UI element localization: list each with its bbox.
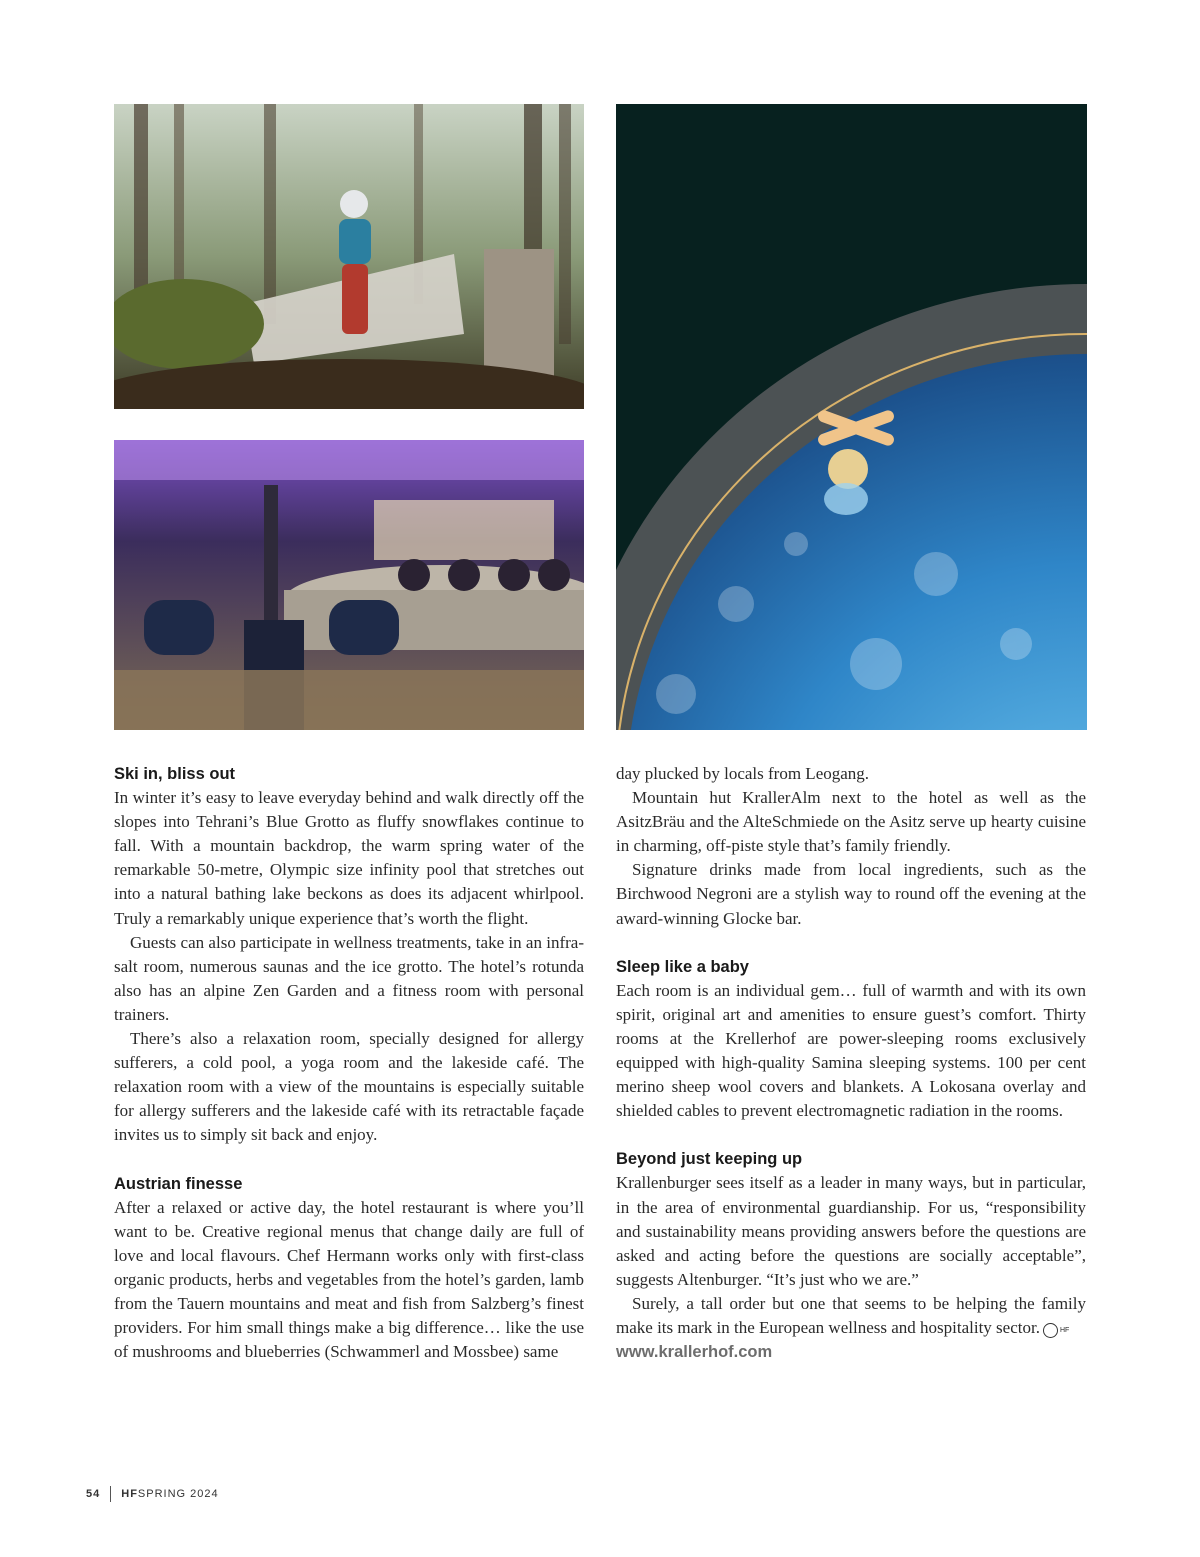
page-footer	[86, 1486, 219, 1502]
hf-end-mark-icon: HF	[1043, 1323, 1058, 1338]
left-text-column	[114, 762, 584, 1364]
body-paragraph: Mountain hut KrallerAlm next to the hotel as well as the AsitzBräu and the AlteSchmiede on the Asitz serve up hearty cuisine in charming, off-piste style that’s family friendly.	[616, 788, 1086, 856]
section-heading: Austrian finesse	[114, 1174, 243, 1193]
body-paragraph: Guests can also participate in wellness treatments, take in an infra-salt room, numerous saunas and the ice grotto. The hotel’s rotunda also has an alpine Zen Garden and a fitness room with personal trainers.	[114, 932, 584, 1024]
lounge-bar-photo	[114, 440, 584, 730]
body-paragraph: Signature drinks made from local ingredients, such as the Birchwood Negroni are a stylish way to round off the evening at the award-winning Glocke bar.	[616, 860, 1086, 928]
magazine-name: HF	[121, 1488, 138, 1500]
section-heading: Ski in, bliss out	[114, 765, 236, 783]
issue-label: SPRING 2024	[137, 1488, 219, 1500]
body-paragraph: day plucked by locals from Leogang.	[616, 764, 870, 783]
whirlpool-photo	[616, 104, 1087, 730]
body-paragraph: Each room is an individual gem… full of warmth and with its own spirit, original art and amenities to ensure guest’s comfort. Thirty rooms at the Krellerhof are power-sleeping rooms exclusively equipped with high-quality Samina sleeping systems. 100 per cent merino sheep wool covers and blankets. A Lokosana overlay and shielded cables to prevent electromagnetic radiation in the rooms.	[616, 980, 1086, 1121]
closing-sentence: Surely, a tall order but one that seems to be helping the family make its mark in the European wellness and hospitality sector.	[616, 1293, 1086, 1337]
body-paragraph: Krallenburger sees itself as a leader in many ways, but in particular, in the area of environmental guardianship. For us, “responsibility and sustainability means providing answers before the questions are asked and acting before the questions are socially acceptable”, suggests Altenburger. “It’s just who we are.”	[616, 1173, 1086, 1289]
body-paragraph	[616, 1292, 1086, 1340]
right-text-column	[616, 762, 1086, 1364]
mountain-bike-forest-photo	[114, 104, 584, 409]
body-paragraph: There’s also a relaxation room, specially designed for allergy sufferers, a cold pool, a yoga room and the lakeside café. The relaxation room with a view of the mountains is especially suitable for allergy sufferers and the lakeside café with its retractable façade invites us to simply sit back and enjoy.	[114, 1029, 584, 1145]
website-link[interactable]: www.krallerhof.com	[616, 1343, 773, 1362]
page-number: 54	[86, 1488, 101, 1500]
section-heading: Sleep like a baby	[616, 957, 749, 976]
body-paragraph: After a relaxed or active day, the hotel restaurant is where you’ll want to be. Creative regional menus that change daily are full of love and local flavours. Chef Hermann works only with first-class organic products, herbs and vegetables from the hotel’s garden, lamb from the Tauern mountains and meat and fish from Salzberg’s finest providers. For him small things make a big difference… like the use of mushrooms and blueberries (Schwammerl and Mossbee) same	[114, 1197, 584, 1362]
body-paragraph: In winter it’s easy to leave everyday behind and walk directly off the slopes into Tehrani’s Blue Grotto as fluffy snowflakes continue to fall. With a mountain backdrop, the warm spring water of the remarkable 50-metre, Olympic size infinity pool that stretches out into a natural bathing lake beckons as does its adjacent whirlpool. Truly a remarkably unique experience that’s worth the flight.	[114, 788, 584, 928]
footer-divider	[110, 1486, 111, 1502]
section-heading: Beyond just keeping up	[616, 1150, 803, 1169]
